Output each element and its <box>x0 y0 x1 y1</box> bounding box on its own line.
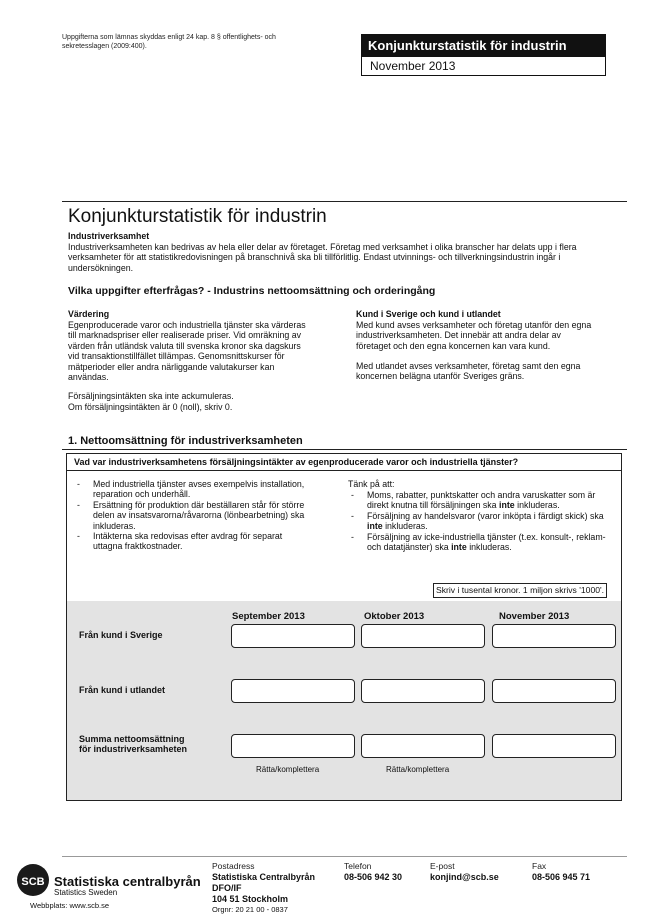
row-label-total-line-1: Summa nettoomsättning <box>79 734 185 744</box>
footer-rule <box>62 856 627 857</box>
list-item: - Med industriella tjänster avses exempelvis installation, reparation och underhåll. <box>74 479 314 500</box>
intro-subtitle: Industriverksamhet <box>68 231 150 241</box>
column-header-september: September 2013 <box>232 611 305 622</box>
row-label-sweden: Från kund i Sverige <box>79 630 163 640</box>
row-label-abroad: Från kund i utlandet <box>79 685 166 695</box>
input-sweden-november[interactable] <box>492 624 616 648</box>
section-1-rule <box>62 449 627 450</box>
address-line: Statistiska Centralbyrån <box>212 872 316 882</box>
row-label-total <box>79 734 187 754</box>
question-rule <box>66 470 622 471</box>
customers-text-1: Med kund avses verksamheter och företag utanför den egna industriverksamheten. Det innebär att andra delar av företaget och den egna koncernen kan vara kund. <box>356 320 592 351</box>
phone: 08-506 942 30 <box>344 872 403 882</box>
input-total-november[interactable] <box>492 734 616 758</box>
list-item: - Ersättning för produktion där beställaren står för större delen av insatsvarorna/råvarorna (lönbearbetning) ska inkluderas. <box>74 500 314 531</box>
list-item: - Försäljning av handelsvaror (varor inköpta i färdigt skick) ska inte inkluderas. <box>348 511 610 532</box>
address-line: DFO/IF <box>212 883 242 893</box>
input-sweden-october[interactable] <box>361 624 485 648</box>
column-header-october: Oktober 2013 <box>364 611 425 622</box>
column-header-november: November 2013 <box>499 611 570 622</box>
org-name: Statistiska centralbyrån <box>54 874 201 889</box>
scb-logo <box>16 862 50 898</box>
input-abroad-november[interactable] <box>492 679 616 703</box>
correct-label-september: Rätta/komplettera <box>256 765 320 774</box>
input-total-september[interactable] <box>231 734 355 758</box>
list-item: - Moms, rabatter, punktskatter och andra varuskatter som är direkt knutna till försäljningen ska inte inkluderas. <box>348 490 610 511</box>
privacy-notice: Uppgifterna som lämnas skyddas enligt 24 kap. 8 § offentlighets- och sekretesslagen (2009:400). <box>62 34 276 50</box>
orgnr: Orgnr: 20 21 00 - 0837 <box>212 905 288 914</box>
fax-label: Fax <box>532 861 547 871</box>
row-label-total-line-2: för industriverksamheten <box>79 744 188 754</box>
customers-text-2: Med utlandet avses verksamheter, företag samt den egna koncernen belägna utanför Sveriges gräns. <box>356 361 581 382</box>
section-1-question: Vad var industriverksamhetens försäljningsintäkter av egenproducerade varor och industriella tjänster? <box>74 457 519 467</box>
scb-logo-icon <box>16 862 50 898</box>
list-item: - Försäljning av icke-industriella tjänster (t.ex. konsult-, reklam- och datatjänster) ska inte inkluderas. <box>348 532 610 553</box>
email: konjind@scb.se <box>430 872 499 882</box>
remember-list <box>348 490 610 552</box>
page-title: Konjunkturstatistik för industrin <box>68 206 327 227</box>
address-label: Postadress <box>212 861 255 871</box>
valuation-zero: Om försäljningsintäkten är 0 (noll), skriv 0. <box>68 402 233 412</box>
org-name-en: Statistics Sweden <box>54 888 118 897</box>
fax: 08-506 945 71 <box>532 872 591 882</box>
email-label: E-post <box>430 861 455 871</box>
form-period: November 2013 <box>361 57 606 76</box>
form-title: Konjunkturstatistik för industrin <box>361 34 606 57</box>
section-1-heading: 1. Nettoomsättning för industriverksamheten <box>68 435 303 447</box>
valuation-accum: Försäljningsintäkten ska inte ackumuleras. <box>68 391 234 401</box>
input-abroad-october[interactable] <box>361 679 485 703</box>
valuation-text: Egenproducerade varor och industriella tjänster ska värderas till marknadspriser eller realiserade priser. Vid omräkning av värden från utländsk valuta till svenska kronor ska dagskurs vid transaktionstillfället tillämpas. Genomsnittskurser för mätperioder eller andra närliggande valutakurser kan användas. <box>68 320 306 383</box>
address-line: 104 51 Stockholm <box>212 894 289 904</box>
question-heading: Vilka uppgifter efterfrågas? - Industrins nettoomsättning och orderingång <box>68 285 436 297</box>
intro-text: Industriverksamheten kan bedrivas av hela eller delar av företaget. Företag med verksamhet i olika branscher har delats upp i flera verksamheter för att statistikredovisningen på branschnivå ska bli tillförlitlig. Endast utvinnings- och tillverkningsindustrin ingår i undersökningen. <box>68 242 577 273</box>
address <box>212 872 315 905</box>
form-title-box <box>361 34 606 76</box>
title-rule <box>62 201 627 202</box>
input-abroad-september[interactable] <box>231 679 355 703</box>
input-sweden-september[interactable] <box>231 624 355 648</box>
list-item: - Intäkterna ska redovisas efter avdrag för separat uttagna fraktkostnader. <box>74 531 314 552</box>
svg-text:SCB: SCB <box>21 876 45 888</box>
customers-title: Kund i Sverige och kund i utlandet <box>356 309 501 319</box>
unit-note: Skriv i tusental kronor. 1 miljon skrivs '1000'. <box>433 583 607 598</box>
include-list <box>74 479 314 552</box>
remember-title: Tänk på att: <box>348 479 395 489</box>
website: Webbplats: www.scb.se <box>30 901 110 910</box>
correct-label-october: Rätta/komplettera <box>386 765 450 774</box>
valuation-title: Värdering <box>68 309 110 319</box>
input-total-october[interactable] <box>361 734 485 758</box>
phone-label: Telefon <box>344 861 372 871</box>
